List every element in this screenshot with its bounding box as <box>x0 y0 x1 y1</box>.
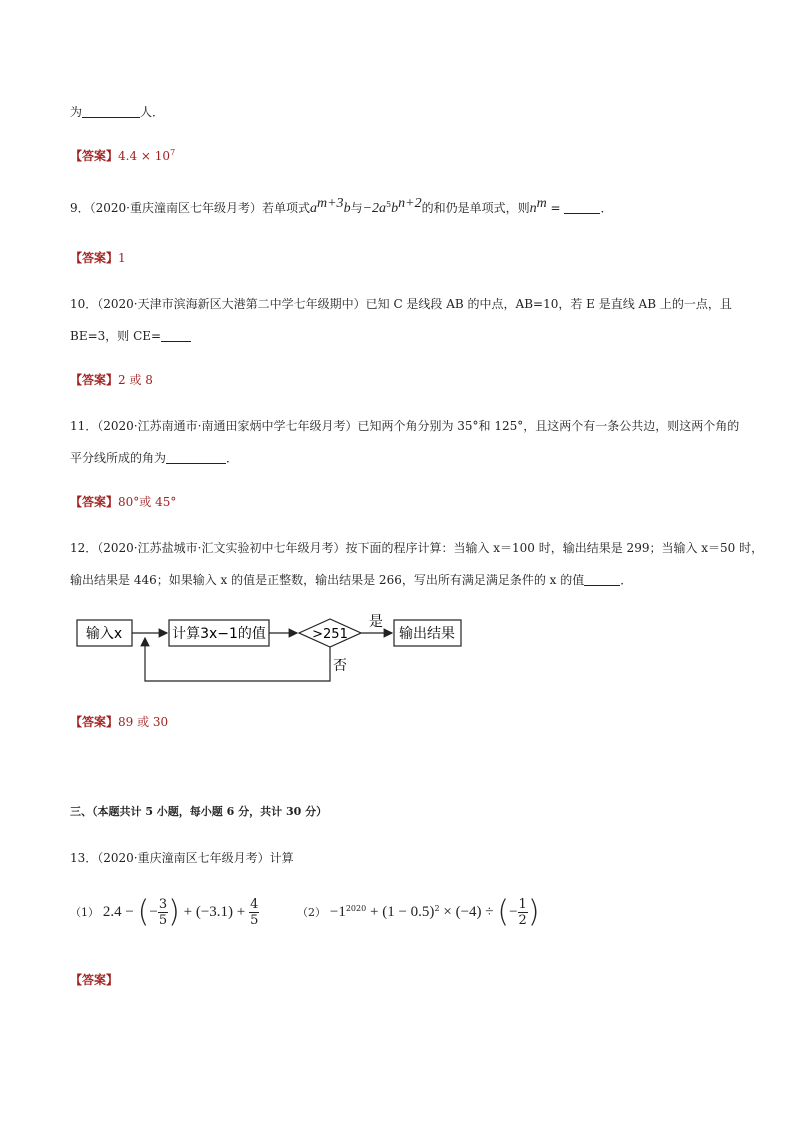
q9-expr-base: n <box>529 201 537 216</box>
left-paren: ( <box>497 894 510 930</box>
flow-output-text: 输出结果 <box>399 626 455 642</box>
answer-8-exponent: 7 <box>170 148 176 157</box>
q13-p2-exp: 2020 <box>345 904 367 913</box>
q12-end: ． <box>620 573 633 587</box>
frac-denominator: 5 <box>250 913 259 928</box>
question-10-line2 <box>70 328 191 344</box>
answer-label: 【答案】 <box>70 715 119 729</box>
flow-loop-back <box>145 638 330 681</box>
flow-yes-label: 是 <box>369 614 383 630</box>
answer-11-value: 80°或 45° <box>118 495 177 509</box>
q8-suffix: 人． <box>140 105 165 119</box>
answer-10-value: 2 或 8 <box>118 373 153 387</box>
answer-9 <box>70 250 126 266</box>
question-9 <box>70 196 613 217</box>
q9-mono2-coef: −2a <box>362 201 387 216</box>
answer-12 <box>70 714 168 730</box>
q13-p1-neg: − <box>149 904 158 920</box>
frac-numerator: 4 <box>250 897 259 912</box>
q13-p1-b: + (−3.1) + <box>183 904 246 920</box>
q13-p2-neg: − <box>509 904 518 920</box>
q8-blank <box>82 105 140 118</box>
q13-p1-label: （1） <box>70 906 99 919</box>
answer-12-value: 89 或 30 <box>118 715 169 729</box>
answer-label: 【答案】 <box>70 973 119 987</box>
question-10-line1: 10．（2020·天津市滨海新区大港第二中学七年级期中）已知 C 是线段 AB 的中点，AB=10，若 E 是直线 AB 上的一点，且 <box>70 297 732 311</box>
answer-8-mantissa: 4.4 × 10 <box>118 149 171 163</box>
answer-11 <box>70 494 176 510</box>
question-12-line1: 12．（2020·江苏盐城市·汇文实验初中七年级月考）按下面的程序计算：当输入 x＝100 时，输出结果是 299；当输入 x＝50 时， <box>70 541 764 555</box>
frac-denominator: 2 <box>518 913 527 928</box>
q11-blank <box>166 451 226 464</box>
q9-blank <box>564 201 600 214</box>
q9-eq: = <box>550 201 561 215</box>
q13-p2-b: + (1 − 0.5) <box>370 904 435 920</box>
question-13-parts <box>70 886 540 938</box>
q13-p2-a: −1 <box>329 904 346 920</box>
left-paren: ( <box>137 894 150 930</box>
answer-10 <box>70 372 153 388</box>
q8-prefix: 为 <box>70 105 83 119</box>
frac-denominator: 5 <box>158 913 168 928</box>
q9-prefix: 9．（2020·重庆潼南区七年级月考）若单项式 <box>70 201 310 215</box>
right-paren: ) <box>527 894 540 930</box>
q9-joiner: 与 <box>350 201 363 215</box>
question-11-line1: 11．（2020·江苏南通市·南通田家炳中学七年级月考）已知两个角分别为 35°和 125°，且这两个有一条公共边，则这两个角的 <box>70 419 740 433</box>
q10-line2-text: BE=3，则 CE= <box>70 329 162 343</box>
q10-blank <box>161 329 191 342</box>
q9-mono1-var: b <box>343 201 351 216</box>
q8-tail <box>70 104 164 120</box>
q13-p2-frac <box>518 897 528 928</box>
question-11-line2 <box>70 450 238 466</box>
frac-numerator: 1 <box>518 897 527 912</box>
flow-compute-text: 计算3x−1的值 <box>172 626 266 642</box>
q9-mid: 的和仍是单项式，则 <box>421 201 530 215</box>
q9-mono2-exp1: 5 <box>386 200 392 209</box>
q13-p1-a: 2.4 − <box>102 904 134 920</box>
answer-8 <box>70 148 175 164</box>
q13-p2-label: （2） <box>297 906 327 919</box>
q13-p2-c: × (−4) ÷ <box>443 904 494 920</box>
flow-condition-text: >251 <box>312 627 348 642</box>
q9-end: ． <box>600 201 613 215</box>
q9-mono2-var: b <box>391 201 399 216</box>
q9-mono2-exp2: n+2 <box>398 196 422 211</box>
frac-numerator: 3 <box>158 897 168 912</box>
answer-label: 【答案】 <box>70 149 119 163</box>
flow-input-text: 输入x <box>85 626 123 642</box>
answer-label: 【答案】 <box>70 251 119 265</box>
answer-label: 【答案】 <box>70 495 119 509</box>
question-12-line2 <box>70 572 632 588</box>
q13-p1-frac1 <box>158 897 168 928</box>
q12-blank <box>584 573 620 586</box>
q11-end: ． <box>226 451 239 465</box>
program-flowchart <box>70 608 470 692</box>
q9-expr-exp: m <box>536 196 547 211</box>
q13-p2-exp2: 2 <box>434 904 440 913</box>
q12-line2-text: 输出结果是 446；如果输入 x 的值是正整数，输出结果是 266，写出所有满足满足条件的 x 的值 <box>70 573 585 587</box>
answer-13 <box>70 972 118 988</box>
answer-label: 【答案】 <box>70 373 119 387</box>
right-paren: ) <box>168 894 180 930</box>
q11-line2-text: 平分线所成的角为 <box>70 451 167 465</box>
q9-mono1-exp: m+3 <box>317 196 344 211</box>
section-3-title: 三、（本题共计 5 小题，每小题 6 分，共计 30 分） <box>70 805 328 818</box>
q13-p1-frac2 <box>249 897 259 928</box>
question-13-stem: 13．（2020·重庆潼南区七年级月考）计算 <box>70 851 294 865</box>
flow-no-label: 否 <box>333 658 347 674</box>
answer-9-value: 1 <box>118 251 126 265</box>
q9-mono1-base: a <box>310 201 317 216</box>
